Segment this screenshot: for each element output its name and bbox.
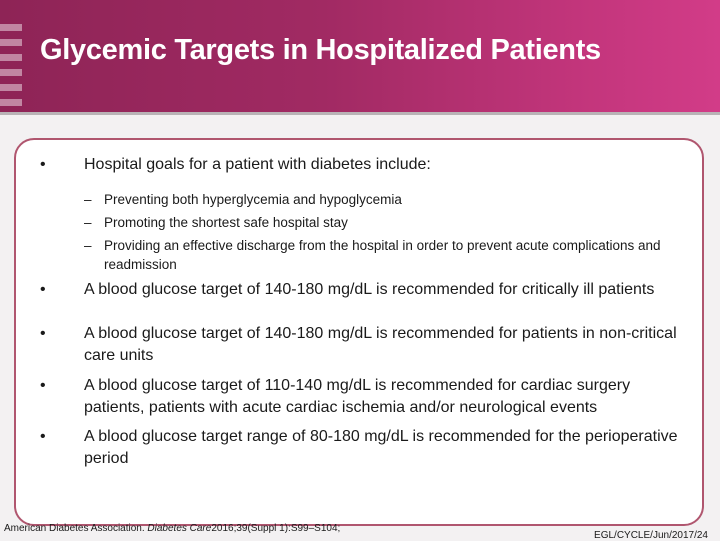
- citation-author: American Diabetes Association.: [4, 523, 145, 534]
- sub-bullet-text: Preventing both hyperglycemia and hypoglycemia: [104, 192, 402, 207]
- sub-bullet-item: [84, 236, 664, 274]
- sub-bullet-marker: –: [84, 215, 92, 230]
- citation-details: 2016;39(Suppl 1):S99–S104;: [211, 523, 341, 534]
- bullet-marker: •: [40, 325, 46, 342]
- slide-code: EGL/CYCLE/Jun/2017/24: [594, 530, 708, 541]
- header-stripes-decoration: [0, 24, 22, 114]
- sub-bullet-item: [84, 190, 664, 209]
- bullet-marker: •: [40, 156, 46, 173]
- sub-bullet-marker: –: [84, 192, 92, 207]
- sub-bullet-text: Promoting the shortest safe hospital stay: [104, 215, 348, 230]
- bullet-item: [40, 323, 680, 367]
- bullet-item: [40, 279, 680, 301]
- bullet-text: Hospital goals for a patient with diabetes include:: [84, 156, 431, 173]
- slide-header: [0, 0, 720, 112]
- sub-bullet-text: Providing an effective discharge from the hospital in order to prevent acute complications and readmission: [104, 238, 661, 272]
- bullet-text: A blood glucose target of 110-140 mg/dL is recommended for cardiac surgery patients, patients with acute cardiac ischemia and/or neurological events: [84, 377, 631, 416]
- bullet-item: [40, 154, 680, 176]
- bullet-text: A blood glucose target of 140-180 mg/dL is recommended for patients in non-critical care units: [84, 325, 677, 364]
- citation-journal: Diabetes Care: [147, 523, 212, 534]
- bullet-marker: •: [40, 428, 46, 445]
- bullet-item: [40, 375, 680, 419]
- bullet-marker: •: [40, 281, 46, 298]
- bullet-text: A blood glucose target of 140-180 mg/dL is recommended for critically ill patients: [84, 281, 655, 298]
- slide-title: Glycemic Targets in Hospitalized Patients: [40, 34, 601, 66]
- sub-bullet-item: [84, 213, 664, 232]
- sub-bullet-marker: –: [84, 238, 92, 253]
- citation: [4, 523, 340, 534]
- header-divider: [0, 112, 720, 115]
- bullet-item: [40, 426, 680, 470]
- content-panel: [14, 138, 704, 526]
- bullet-text: A blood glucose target range of 80-180 mg/dL is recommended for the perioperative period: [84, 428, 678, 467]
- bullet-marker: •: [40, 377, 46, 394]
